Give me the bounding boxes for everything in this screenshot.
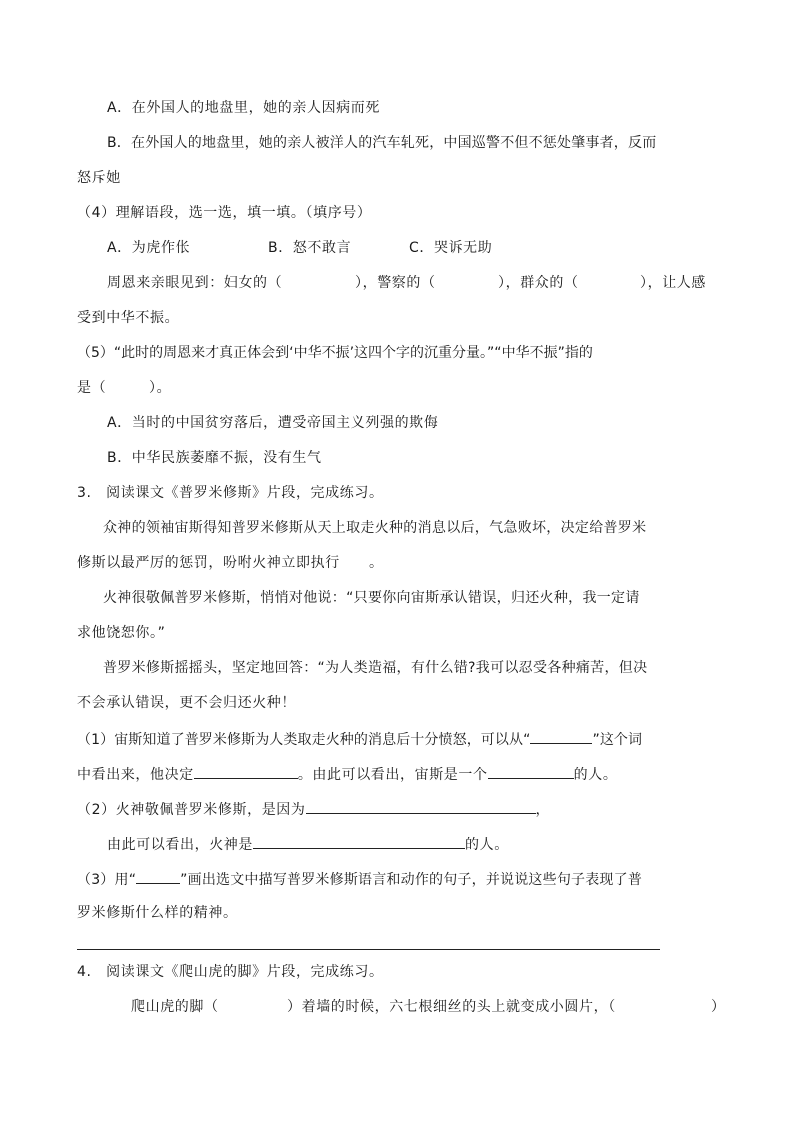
option-b-text-line1: B．在外国人的地盘里，她的亲人被洋人的汽车轧死，中国巡警不但不惩处肇事者，反而	[107, 135, 657, 151]
sub-question-5-line2b: ）。	[149, 380, 172, 396]
sub5-option-b: B．中华民族萎靡不振，没有生气	[107, 450, 322, 466]
sub-question-1-line2	[77, 764, 617, 784]
sub-question-4-title: （4）理解语段，选一选，填一填。（填序号）	[77, 205, 372, 221]
passage-p3-line1: 普罗米修斯摇摇头，坚定地回答：“为人类造福，有什么错?我可以忍受各种痛苦，但决	[103, 660, 648, 676]
sub4-sentence-part1: 周恩来亲眼见到：妇女的（	[107, 275, 283, 291]
sub-question-3-line2: 罗米修斯什么样的精神。	[77, 905, 238, 921]
sub4-option-c: C．哭诉无助	[409, 240, 493, 256]
underline-marker-sample	[136, 869, 180, 884]
sub-question-1-line1	[77, 729, 642, 749]
sub4-option-a: A．为虎作伥	[107, 240, 191, 256]
sub-question-2-line1	[77, 799, 550, 819]
s2-text-b: ，	[535, 802, 551, 818]
s2-text-c: 由此可以看出，火神是	[107, 837, 253, 853]
s2-text-a: （2）火神敬佩普罗米修斯，是因为	[77, 802, 306, 818]
sub5-option-a: A．当时的中国贫穷落后，遭受帝国主义列强的欺侮	[107, 415, 439, 431]
answer-blank-fire-god-trait[interactable]	[253, 834, 465, 849]
s3-text-a: （3）用“	[77, 872, 137, 888]
q4-passage-part1: 爬山虎的脚（	[131, 999, 219, 1015]
sub4-sentence-part2: ），警察的（	[355, 275, 436, 291]
s1-text-a: （1）宙斯知道了普罗米修斯为人类取走火种的消息后十分愤怒，可以从“	[77, 732, 531, 748]
passage-p3-line2: 不会承认错误，更不会归还火种！	[77, 695, 296, 711]
option-b-text-line2: 怒斥她	[77, 170, 121, 186]
option-a-text: A．在外国人的地盘里，她的亲人因病而死	[107, 100, 380, 116]
s3-text-b: ”画出选文中描写普罗米修斯语言和动作的句子，并说说这些句子表现了普	[180, 872, 643, 888]
passage-p2-line1: 火神很敬佩普罗米修斯，悄悄对他说：“只要你向宙斯承认错误，归还火种，我一定请	[103, 590, 640, 606]
answer-blank-decision[interactable]	[194, 764, 298, 779]
s1-text-e: 的人。	[573, 767, 618, 783]
s1-text-c: 中看出来，他决定	[77, 767, 194, 783]
answer-blank-zeus-trait[interactable]	[488, 764, 574, 779]
sub4-sentence-part3: ），群众的（	[498, 275, 579, 291]
answer-line[interactable]	[77, 949, 660, 950]
sub-question-5-line1: （5）“此时的周恩来才真正体会到‘中华不振’这四个字的沉重分量。”“中华不振”指的	[77, 345, 593, 361]
q4-passage-part2: ）着墙的时候，六七根细丝的头上就变成小圆片，（	[287, 999, 616, 1015]
sub4-option-b: B．怒不敢言	[268, 240, 352, 256]
sub4-sentence-line2: 受到中华不振。	[77, 310, 180, 326]
passage-p1-line1: 众神的领袖宙斯得知普罗米修斯从天上取走火种的消息以后，气急败坏，决定给普罗米	[103, 520, 647, 536]
answer-blank-reason[interactable]	[306, 799, 536, 814]
sub-question-2-line2	[107, 834, 509, 854]
s1-text-d: 。由此可以看出，宙斯是一个	[297, 767, 488, 783]
s2-text-d: 的人。	[465, 837, 509, 853]
sub4-sentence-part4: ），让人感	[640, 275, 706, 291]
answer-blank-word[interactable]	[530, 729, 592, 744]
passage-p2-line2: 求他饶恕你。”	[77, 625, 166, 641]
sub-question-5-line2a: 是（	[77, 380, 107, 396]
question-4-title: 4. 阅读课文《爬山虎的脚》片段，完成练习。	[77, 964, 384, 980]
sub-question-3-line1	[77, 869, 642, 889]
passage-p1-line2: 修斯以最严厉的惩罚，吩咐火神立即执行 。	[77, 555, 384, 571]
q4-passage-part3: ）	[711, 999, 726, 1015]
s1-text-b: ”这个词	[592, 732, 643, 748]
question-3-title: 3. 阅读课文《普罗米修斯》片段，完成练习。	[77, 485, 384, 501]
